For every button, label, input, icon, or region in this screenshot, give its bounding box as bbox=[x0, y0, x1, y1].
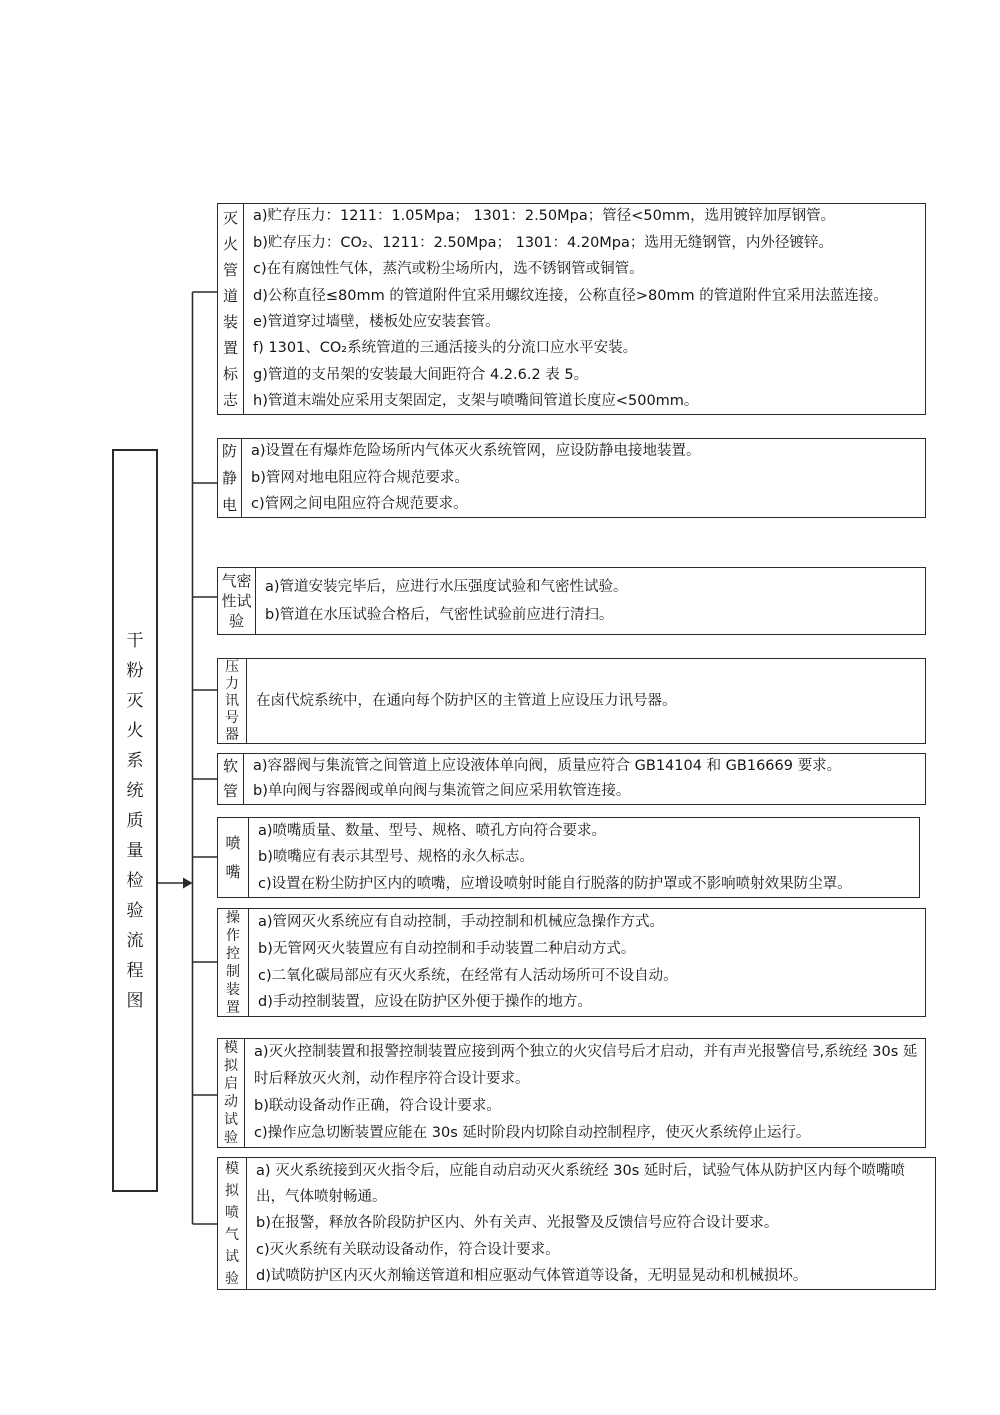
list-item: e)管道穿过墙壁，楼板处应安装套管。 bbox=[253, 314, 500, 330]
list-item: a)管网灭火系统应有自动控制，手动控制和机械应急操作方式。 bbox=[258, 913, 665, 930]
node-operation-control bbox=[217, 908, 926, 1017]
node-simulated-spray-test bbox=[217, 1157, 936, 1290]
node-operation-control-content bbox=[249, 909, 925, 1016]
flowchart-title-box bbox=[112, 449, 158, 1192]
list-item: g)管道的支吊架的安装最大间距符合 4.2.6.2 表 5。 bbox=[253, 366, 589, 383]
list-item: b)喷嘴应有表示其型号、规格的永久标志。 bbox=[258, 849, 534, 866]
node-hose-label: 软管 bbox=[218, 754, 244, 804]
node-simulated-start-test-content bbox=[245, 1039, 925, 1147]
node-pipe-marking bbox=[217, 203, 926, 415]
list-item: d)手动控制装置，应设在防护区外便于操作的地方。 bbox=[258, 994, 592, 1011]
node-operation-control-label: 操作控制装置 bbox=[218, 909, 249, 1016]
list-item: d)公称直径≤80mm 的管道附件宜采用螺纹连接，公称直径>80mm 的管道附件宜采用法蓝连接。 bbox=[253, 287, 888, 304]
flowchart-title-text: 干粉灭火系统质量检验流程图 bbox=[126, 630, 144, 1011]
list-item: b)联动设备动作正确，符合设计要求。 bbox=[254, 1098, 501, 1114]
list-item: d)试喷防护区内灭火剂输送管道和相应驱动气体管道等设备，无明显晃动和机械损坏。 bbox=[256, 1267, 808, 1284]
node-anti-static bbox=[217, 438, 926, 518]
node-hose bbox=[217, 753, 926, 805]
node-airtight-test bbox=[217, 567, 926, 635]
list-item: c)设置在粉尘防护区内的喷嘴，应增设喷射时能自行脱落的防护罩或不影响喷射效果防尘罩。 bbox=[258, 875, 852, 892]
list-item: b)单向阀与容器阀或单向阀与集流管之间应采用软管连接。 bbox=[253, 783, 631, 799]
list-item: c)在有腐蚀性气体，蒸汽或粉尘场所内，选不锈钢管或铜管。 bbox=[253, 261, 644, 278]
node-pressure-signal bbox=[217, 658, 926, 744]
list-item: b)管网对地电阻应符合规范要求。 bbox=[251, 469, 469, 486]
list-item: c)操作应急切断装置应能在 30s 延时阶段内切除自动控制程序，使灭火系统停止运行。 bbox=[254, 1125, 811, 1141]
list-item: b)无管网灭火装置应有自动控制和手动装置二种启动方式。 bbox=[258, 940, 636, 957]
node-simulated-spray-test-content bbox=[247, 1158, 935, 1289]
list-item: a)喷嘴质量、数量、型号、规格、喷孔方向符合要求。 bbox=[258, 822, 607, 839]
node-airtight-test-content bbox=[256, 568, 925, 634]
title-arrow-head bbox=[183, 878, 193, 889]
list-item: c)管网之间电阻应符合规范要求。 bbox=[251, 496, 468, 513]
node-pipe-marking-content bbox=[244, 204, 925, 414]
node-nozzle-content bbox=[249, 818, 919, 897]
node-nozzle bbox=[217, 817, 920, 898]
list-item: a)容器阀与集流管之间管道上应设液体单向阀，质量应符合 GB14104 和 GB16669 要求。 bbox=[253, 758, 842, 774]
node-simulated-spray-test-label: 模拟喷气试验 bbox=[218, 1158, 247, 1289]
node-anti-static-content bbox=[242, 439, 925, 517]
node-airtight-test-label: 气密性试验 bbox=[218, 568, 256, 634]
list-item: 在卤代烷系统中，在通向每个防护区的主管道上应设压力讯号器。 bbox=[256, 693, 677, 709]
list-item: c)二氧化碳局部应有灭火系统，在经常有人活动场所可不设自动。 bbox=[258, 967, 678, 984]
node-anti-static-label: 防静电 bbox=[218, 439, 242, 517]
list-item: c)灭火系统有关联动设备动作，符合设计要求。 bbox=[256, 1241, 560, 1258]
node-pressure-signal-content bbox=[247, 659, 925, 743]
list-item: a) 灭火系统接到灭火指令后，应能自动启动灭火系统经 30s 延时后，试验气体从防护区内每个喷嘴喷出，气体喷射畅通。 bbox=[256, 1163, 905, 1206]
list-item: a)设置在有爆炸危险场所内气体灭火系统管网，应设防静电接地装置。 bbox=[251, 443, 701, 460]
list-item: a)灭火控制装置和报警控制装置应接到两个独立的火灾信号后才启动，并有声光报警信号,系统经 30s 延时后释放灭火剂，动作程序符合设计要求。 bbox=[254, 1044, 918, 1087]
list-item: b)贮存压力：CO₂、1211：2.50Mpa； 1301：4.20Mpa；选用无缝钢管，内外径镀锌。 bbox=[253, 234, 833, 251]
node-pipe-marking-label: 灭火管道装置标志 bbox=[218, 204, 244, 414]
node-simulated-start-test bbox=[217, 1038, 926, 1148]
list-item: h)管道末端处应采用支架固定，支架与喷嘴间管道长度应<500mm。 bbox=[253, 393, 699, 410]
node-simulated-start-test-label: 模拟启动试验 bbox=[218, 1039, 245, 1147]
node-hose-content bbox=[244, 754, 925, 804]
node-pressure-signal-label: 压力讯号器 bbox=[218, 659, 247, 743]
list-item: b)管道在水压试验合格后，气密性试验前应进行清扫。 bbox=[265, 607, 614, 623]
node-nozzle-label: 喷嘴 bbox=[218, 818, 249, 897]
list-item: f) 1301、CO₂系统管道的三通活接头的分流口应水平安装。 bbox=[253, 340, 638, 357]
list-item: a)贮存压力：1211：1.05Mpa； 1301：2.50Mpa；管径<50mm，选用镀锌加厚钢管。 bbox=[253, 208, 836, 225]
list-item: b)在报警，释放各阶段防护区内、外有关声、光报警及反馈信号应符合设计要求。 bbox=[256, 1215, 779, 1232]
list-item: a)管道安装完毕后，应进行水压强度试验和气密性试验。 bbox=[265, 579, 628, 595]
